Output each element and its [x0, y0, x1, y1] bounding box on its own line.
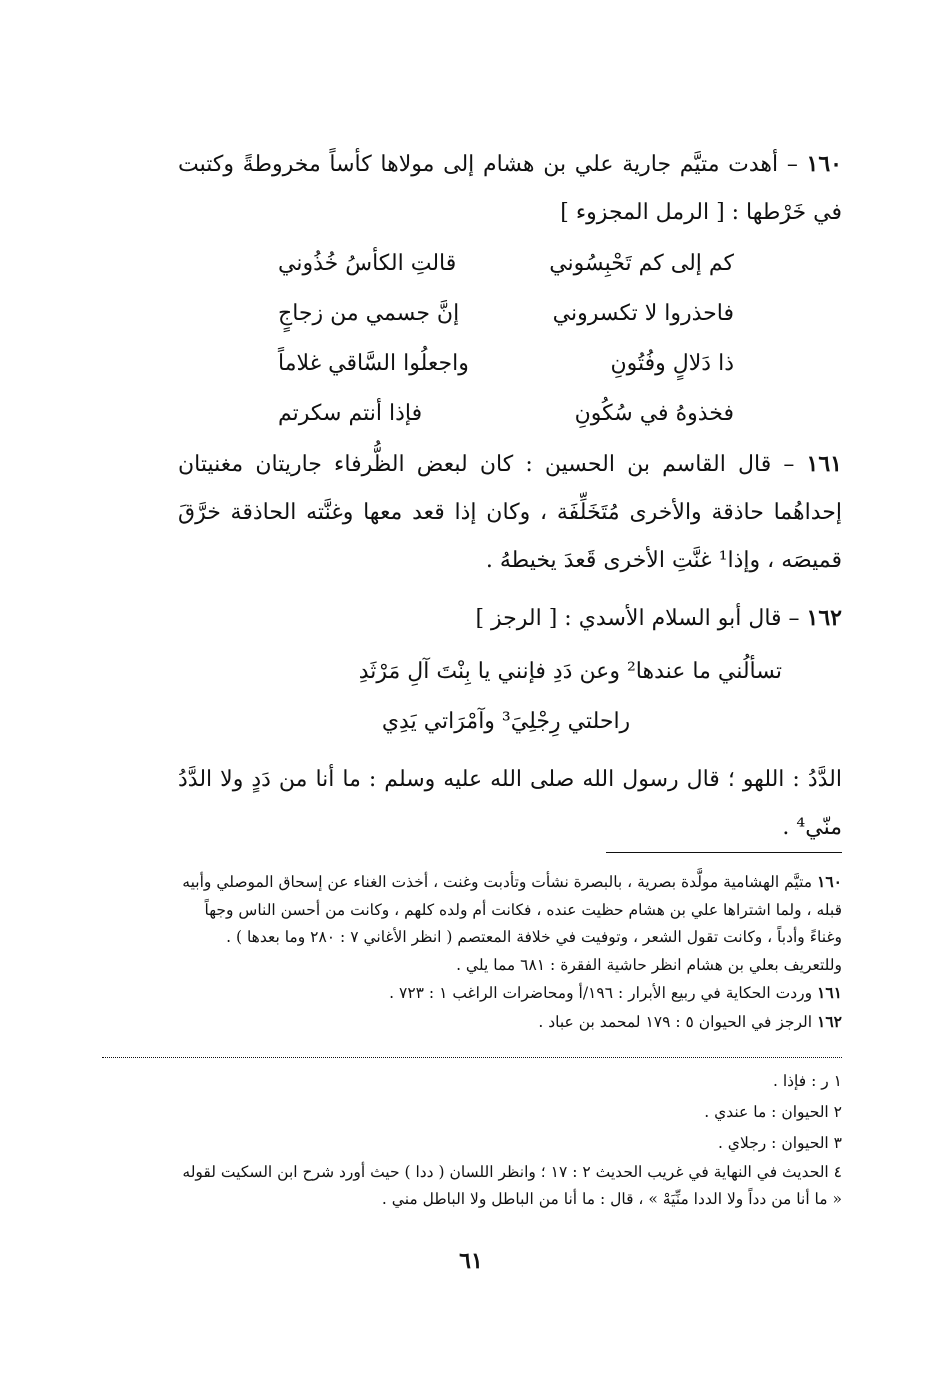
- footnote-2: ٢ الحيوان : ما عندي .: [704, 1103, 842, 1121]
- note-text: متيَّم الهشامية مولَّدة بصرية ، بالبصرة نشأت وتأدبت وغنت ، أخذت الغناء عن إسحاق الموصلي وأبيه قبله ، ولما اشتراها علي بن هشام حظيت عنده ، فكانت أم ولده كلهم ، وكانت من أحسن الناس وجهاً وغناءً وأدباً ، وكانت تقول الشعر ، وتوفيت في خلافة المعتصم ( انظر الأغاني ٧ : ٢٨٠ وما بعدها ) . وللتعريف بعلي بن هشام انظر حاشية الفقرة : ٦٨١ مما يلي .: [182, 873, 842, 974]
- verse-second-hemistich: ذا دَلالٍ وفُتُونِ: [610, 350, 734, 376]
- paragraph-text: – قال أبو السلام الأسدي : [ الرجز ]: [475, 606, 807, 631]
- paragraph-number: ١٦٢: [806, 605, 842, 631]
- paragraph-160: [178, 140, 842, 237]
- footnote-3: ٣ الحيوان : رجلاي .: [717, 1134, 842, 1152]
- footnote-4: ٤ الحديث في النهاية في غريب الحديث ٢ : ١٧ ؛ وانظر اللسان ( ددا ) حيث أورد شرح ابن السكيت لقوله « ما أنا من دداً ولا الددا منِّيَهْ » ، قال : ما أنا من الباطل ولا الباطل مني .: [182, 1163, 842, 1208]
- footnotes: [172, 1066, 842, 1213]
- paragraph-162: [178, 594, 842, 643]
- verse-first-hemistich: واجعلُوا السَّاقي غلاماً: [278, 350, 469, 376]
- note-text: الرجز في الحيوان ٥ : ١٧٩ لمحمد بن عباد .: [538, 1012, 818, 1031]
- verse-first-hemistich: فإذا أنتم سكرتم: [278, 400, 423, 426]
- verse-line: [278, 388, 734, 438]
- verse-second-hemistich: كم إلى كم تَحْبِسُوني: [549, 250, 734, 276]
- note-number: ١٦٢: [817, 1011, 842, 1031]
- paragraph-number: ١٦١: [806, 451, 842, 477]
- dotted-separator: [102, 1057, 842, 1058]
- paragraph-text: – أهدت متيَّم جارية علي بن هشام إلى مولاها كأساً مخروطةً وكتبت في خَرْطها : [ الرمل المجزوء ]: [178, 152, 842, 225]
- note-text: وردت الحكاية في ربيع الأبرار : ١٩٦/أ ومحاضرات الراغب ١ : ٧٢٣ .: [389, 984, 818, 1002]
- verse-line: راحلتي رِجْلِيَ³ وآمْرَاتي يَدِي: [381, 708, 631, 734]
- verse-first-hemistich: إنَّ جسمي من زجاجٍ: [278, 300, 460, 326]
- poem-160: [278, 238, 734, 438]
- note-number: ١٦١: [817, 983, 842, 1002]
- verse-second-hemistich: فخذوهُ في سُكُونِ: [574, 400, 734, 426]
- note-161: [172, 979, 842, 1008]
- verse-line: تسألُني ما عندها² وعن دَدِ فإنني يا بِنْتَ آلِ مَرْثَدِ: [358, 658, 782, 684]
- verse-first-hemistich: قالتِ الكأسُ خُذُوني: [278, 250, 457, 276]
- paragraph-161: [178, 440, 842, 585]
- note-160: [172, 868, 842, 979]
- paragraph-dad-definition: الدَّدُ : اللهو ؛ قال رسول الله صلى الله عليه وسلم : ما أنا من دَدٍ ولا الدَّدُ منّي⁴ .: [178, 767, 842, 840]
- editorial-notes: [172, 868, 842, 1036]
- verse-line: [278, 338, 734, 388]
- footnote-1: ١ ر : فإذا .: [772, 1072, 842, 1090]
- verse-line: [278, 288, 734, 338]
- verse-second-hemistich: فاحذروا لا تكسروني: [552, 300, 734, 326]
- paragraph-number: ١٦٠: [806, 151, 842, 177]
- note-162: [172, 1008, 842, 1037]
- page-number: ٦١: [459, 1248, 483, 1274]
- note-number: ١٦٠: [817, 872, 842, 891]
- paragraph-text: – قال القاسم بن الحسين : كان لبعض الظُّرفاء جاريتان مغنيتان إحداهُما حاذقة والأخرى مُتَخَلِّفَة ، وكان إذا قعد معها وغنَّته الحاذقة خرَّقَ قميصَه ، وإذا¹ غنَّتِ الأخرى قَعدَ يخيطهُ .: [178, 452, 842, 573]
- verse-line: [278, 238, 734, 288]
- footnote-separator: [606, 852, 842, 853]
- poem-162: [230, 646, 782, 746]
